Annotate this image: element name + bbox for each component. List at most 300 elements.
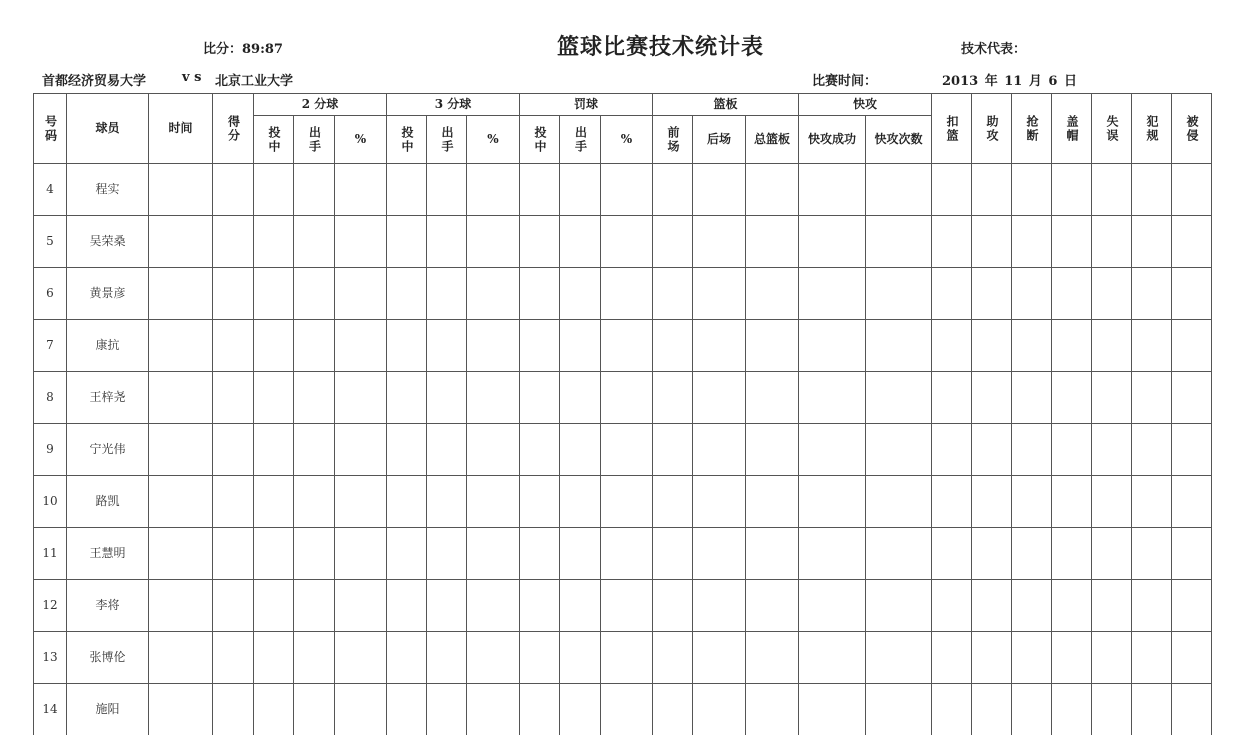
stat-cell: [799, 580, 866, 632]
stat-cell: [254, 372, 294, 424]
stat-cell: [1092, 372, 1132, 424]
stat-cell: [866, 164, 932, 216]
header-score: 得分: [213, 94, 254, 164]
stat-cell: [149, 476, 213, 528]
stat-cell: [1092, 268, 1132, 320]
stat-cell: [467, 164, 520, 216]
stat-cell: [799, 632, 866, 684]
stat-cell: [1052, 684, 1092, 736]
stat-cell: [467, 476, 520, 528]
stat-cell: [866, 424, 932, 476]
stat-cell: [866, 528, 932, 580]
stat-cell: [1132, 528, 1172, 580]
stat-cell: [1052, 476, 1092, 528]
player-number: 12: [34, 580, 67, 632]
stat-cell: [335, 320, 387, 372]
header-player: 球员: [67, 94, 149, 164]
table-row: [34, 372, 1212, 424]
stat-cell: [213, 268, 254, 320]
stat-cell: [1052, 268, 1092, 320]
player-name: 李将: [67, 580, 149, 632]
stat-cell: [972, 476, 1012, 528]
stat-cell: [149, 268, 213, 320]
stat-cell: [1172, 528, 1212, 580]
stat-cell: [932, 320, 972, 372]
stat-cell: [149, 528, 213, 580]
stat-cell: [693, 268, 746, 320]
stat-cell: [427, 476, 467, 528]
table-row: [34, 528, 1212, 580]
stat-cell: [799, 424, 866, 476]
player-name: 宁光伟: [67, 424, 149, 476]
page-title: 篮球比赛技术统计表: [557, 34, 765, 60]
score-label: 比分：89:87: [203, 42, 283, 57]
stat-cell: [1092, 320, 1132, 372]
stat-cell: [1172, 684, 1212, 736]
stat-cell: [1172, 164, 1212, 216]
stat-cell: [693, 164, 746, 216]
stat-cell: [387, 476, 427, 528]
stat-cell: [866, 372, 932, 424]
header-time: 时间: [149, 94, 213, 164]
stat-cell: [601, 216, 653, 268]
player-name: 黄景彦: [67, 268, 149, 320]
stat-cell: [335, 164, 387, 216]
stat-cell: [467, 580, 520, 632]
stat-cell: [149, 320, 213, 372]
stat-cell: [335, 216, 387, 268]
stat-cell: [799, 164, 866, 216]
stat-cell: [693, 580, 746, 632]
stat-cell: [972, 424, 1012, 476]
stat-cell: [693, 320, 746, 372]
stat-cell: [746, 476, 799, 528]
stat-cell: [746, 632, 799, 684]
stat-cell: [1172, 476, 1212, 528]
header-reb-front: 前场: [653, 116, 693, 164]
stat-cell: [387, 216, 427, 268]
stat-cell: [653, 164, 693, 216]
stat-cell: [866, 320, 932, 372]
stat-cell: [693, 424, 746, 476]
stat-cell: [294, 476, 335, 528]
stat-cell: [601, 164, 653, 216]
stat-cell: [693, 476, 746, 528]
stat-cell: [1132, 164, 1172, 216]
stat-cell: [520, 372, 560, 424]
table-row: [34, 632, 1212, 684]
header-block: 盖帽: [1052, 94, 1092, 164]
stat-cell: [387, 164, 427, 216]
stat-cell: [427, 580, 467, 632]
stat-cell: [560, 164, 601, 216]
stat-cell: [467, 632, 520, 684]
header-fb-success: 快攻成功: [799, 116, 866, 164]
stat-cell: [972, 320, 1012, 372]
header-dunk: 扣篮: [932, 94, 972, 164]
stat-cell: [254, 320, 294, 372]
stat-cell: [1132, 424, 1172, 476]
stat-cell: [866, 632, 932, 684]
player-name: 王梓尧: [67, 372, 149, 424]
stat-cell: [387, 632, 427, 684]
stat-cell: [746, 528, 799, 580]
table-row: [34, 580, 1212, 632]
stat-cell: [1092, 632, 1132, 684]
tech-rep-label: 技术代表：: [961, 42, 1027, 57]
stat-cell: [1132, 372, 1172, 424]
header-fb-count: 快攻次数: [866, 116, 932, 164]
stat-cell: [254, 580, 294, 632]
stat-cell: [866, 268, 932, 320]
stat-cell: [1012, 164, 1052, 216]
stat-cell: [387, 424, 427, 476]
stat-cell: [560, 424, 601, 476]
stat-cell: [601, 684, 653, 736]
stat-cell: [799, 684, 866, 736]
stat-cell: [693, 632, 746, 684]
stat-cell: [294, 580, 335, 632]
stat-cell: [601, 476, 653, 528]
stat-cell: [427, 372, 467, 424]
stat-cell: [1172, 424, 1212, 476]
header-group-2pt: 2 分球: [254, 94, 387, 116]
player-number: 9: [34, 424, 67, 476]
header-reb-back: 后场: [693, 116, 746, 164]
stat-cell: [693, 528, 746, 580]
stat-cell: [520, 164, 560, 216]
stat-cell: [467, 684, 520, 736]
stat-cell: [1132, 320, 1172, 372]
stat-cell: [1012, 268, 1052, 320]
stat-cell: [294, 528, 335, 580]
stat-cell: [213, 476, 254, 528]
player-name: 吴荣桑: [67, 216, 149, 268]
stat-cell: [746, 268, 799, 320]
stat-cell: [932, 684, 972, 736]
header-2pt-made: 投中: [254, 116, 294, 164]
stat-cell: [932, 164, 972, 216]
stat-cell: [1092, 164, 1132, 216]
vs-label: v s: [182, 70, 202, 85]
player-number: 6: [34, 268, 67, 320]
stat-cell: [149, 684, 213, 736]
stat-cell: [254, 528, 294, 580]
stat-cell: [1172, 632, 1212, 684]
stat-cell: [1092, 476, 1132, 528]
stat-cell: [932, 632, 972, 684]
stat-cell: [1132, 476, 1172, 528]
stat-cell: [294, 216, 335, 268]
stat-cell: [294, 684, 335, 736]
stat-cell: [149, 632, 213, 684]
stat-cell: [932, 424, 972, 476]
table-row: [34, 320, 1212, 372]
stat-cell: [1052, 320, 1092, 372]
stat-cell: [601, 320, 653, 372]
header-group-rebound: 篮板: [653, 94, 799, 116]
stat-cell: [693, 372, 746, 424]
stat-cell: [149, 424, 213, 476]
table-row: [34, 216, 1212, 268]
stat-cell: [560, 684, 601, 736]
stats-table: [33, 93, 1212, 735]
stat-cell: [1012, 684, 1052, 736]
stat-cell: [560, 632, 601, 684]
stat-cell: [427, 216, 467, 268]
stat-cell: [149, 216, 213, 268]
stat-cell: [294, 164, 335, 216]
stat-cell: [560, 476, 601, 528]
stat-cell: [799, 528, 866, 580]
stat-cell: [560, 580, 601, 632]
match-date: 2013 年 11 月 6 日: [942, 74, 1077, 89]
header-3pt-made: 投中: [387, 116, 427, 164]
player-name: 路凯: [67, 476, 149, 528]
stat-cell: [1052, 372, 1092, 424]
header-3pt-pct: %: [467, 116, 520, 164]
stat-cell: [387, 268, 427, 320]
stat-cell: [653, 632, 693, 684]
stat-cell: [213, 580, 254, 632]
stat-cell: [294, 424, 335, 476]
player-number: 4: [34, 164, 67, 216]
stat-cell: [866, 476, 932, 528]
stat-cell: [213, 424, 254, 476]
stat-cell: [335, 580, 387, 632]
header-steal: 抢断: [1012, 94, 1052, 164]
stat-cell: [601, 632, 653, 684]
stat-cell: [1012, 528, 1052, 580]
stat-cell: [972, 216, 1012, 268]
stat-cell: [1172, 320, 1212, 372]
stat-cell: [746, 424, 799, 476]
stat-cell: [427, 164, 467, 216]
player-number: 14: [34, 684, 67, 736]
stat-cell: [294, 372, 335, 424]
stat-cell: [799, 320, 866, 372]
stat-cell: [653, 684, 693, 736]
header-group-fastbreak: 快攻: [799, 94, 932, 116]
stat-cell: [746, 320, 799, 372]
stat-cell: [427, 632, 467, 684]
stat-cell: [746, 164, 799, 216]
header-2pt-att: 出手: [294, 116, 335, 164]
stat-cell: [254, 476, 294, 528]
stat-cell: [254, 164, 294, 216]
stat-cell: [653, 216, 693, 268]
stat-cell: [520, 528, 560, 580]
stat-cell: [972, 684, 1012, 736]
stat-cell: [601, 528, 653, 580]
stat-cell: [520, 424, 560, 476]
stat-cell: [1092, 424, 1132, 476]
stat-cell: [520, 476, 560, 528]
stat-cell: [866, 216, 932, 268]
stat-cell: [1052, 424, 1092, 476]
stat-cell: [972, 632, 1012, 684]
stat-cell: [427, 684, 467, 736]
stat-cell: [520, 216, 560, 268]
stat-cell: [335, 528, 387, 580]
header-group-3pt: 3 分球: [387, 94, 520, 116]
stat-cell: [427, 424, 467, 476]
stat-cell: [746, 216, 799, 268]
team-b-name: 北京工业大学: [215, 74, 294, 89]
stat-cell: [653, 268, 693, 320]
player-name: 程实: [67, 164, 149, 216]
header-number: 号码: [34, 94, 67, 164]
stat-cell: [335, 476, 387, 528]
player-name: 康抗: [67, 320, 149, 372]
stat-cell: [972, 268, 1012, 320]
stat-cell: [467, 216, 520, 268]
stat-cell: [1012, 476, 1052, 528]
player-number: 11: [34, 528, 67, 580]
stat-cell: [653, 528, 693, 580]
stat-cell: [520, 268, 560, 320]
stat-cell: [799, 268, 866, 320]
stat-cell: [294, 320, 335, 372]
stat-cell: [387, 320, 427, 372]
stat-cell: [653, 580, 693, 632]
stat-cell: [1132, 632, 1172, 684]
stat-cell: [1052, 580, 1092, 632]
stat-cell: [746, 684, 799, 736]
stat-cell: [932, 216, 972, 268]
stat-cell: [1172, 216, 1212, 268]
stat-cell: [560, 320, 601, 372]
stat-cell: [1012, 216, 1052, 268]
stat-cell: [932, 268, 972, 320]
team-a-name: 首都经济贸易大学: [42, 74, 147, 89]
stat-cell: [866, 684, 932, 736]
stat-cell: [1132, 580, 1172, 632]
stat-cell: [799, 216, 866, 268]
stat-cell: [1052, 164, 1092, 216]
stat-cell: [560, 528, 601, 580]
stat-cell: [972, 372, 1012, 424]
stat-cell: [1012, 424, 1052, 476]
stat-cell: [213, 216, 254, 268]
stat-cell: [866, 580, 932, 632]
table-row: [34, 476, 1212, 528]
player-number: 5: [34, 216, 67, 268]
stat-cell: [1012, 580, 1052, 632]
stat-cell: [1052, 528, 1092, 580]
header-2pt-pct: %: [335, 116, 387, 164]
table-row: [34, 424, 1212, 476]
stat-cell: [427, 268, 467, 320]
stat-cell: [213, 528, 254, 580]
stat-cell: [560, 372, 601, 424]
stat-cell: [1132, 216, 1172, 268]
stat-cell: [335, 268, 387, 320]
player-name: 王慧明: [67, 528, 149, 580]
stat-cell: [1172, 268, 1212, 320]
stat-cell: [972, 164, 1012, 216]
stat-cell: [213, 632, 254, 684]
stat-cell: [254, 268, 294, 320]
player-number: 10: [34, 476, 67, 528]
stat-cell: [1052, 632, 1092, 684]
player-number: 13: [34, 632, 67, 684]
stat-cell: [387, 528, 427, 580]
stat-cell: [213, 164, 254, 216]
stat-cell: [467, 268, 520, 320]
stat-cell: [932, 372, 972, 424]
stat-cell: [1092, 216, 1132, 268]
stat-cell: [1092, 528, 1132, 580]
player-number: 8: [34, 372, 67, 424]
stat-cell: [335, 424, 387, 476]
stat-cell: [1092, 580, 1132, 632]
stat-cell: [149, 164, 213, 216]
stat-cell: [1172, 580, 1212, 632]
stat-cell: [467, 372, 520, 424]
header-group-ft: 罚球: [520, 94, 653, 116]
stat-cell: [213, 320, 254, 372]
table-row: [34, 684, 1212, 736]
header-ft-att: 出手: [560, 116, 601, 164]
stat-cell: [254, 216, 294, 268]
stat-cell: [560, 268, 601, 320]
stat-cell: [799, 476, 866, 528]
stat-cell: [1012, 632, 1052, 684]
match-time-label: 比赛时间：: [812, 74, 878, 89]
stat-cell: [387, 684, 427, 736]
player-name: 张博伦: [67, 632, 149, 684]
stat-cell: [467, 320, 520, 372]
header-turnover: 失误: [1092, 94, 1132, 164]
header-fouled: 被侵: [1172, 94, 1212, 164]
stat-cell: [254, 684, 294, 736]
stat-cell: [149, 580, 213, 632]
stat-cell: [1052, 216, 1092, 268]
stat-cell: [972, 528, 1012, 580]
stat-cell: [746, 580, 799, 632]
stat-cell: [653, 476, 693, 528]
player-number: 7: [34, 320, 67, 372]
stat-cell: [601, 372, 653, 424]
stat-cell: [1012, 372, 1052, 424]
stat-cell: [1132, 268, 1172, 320]
table-row: [34, 164, 1212, 216]
stat-cell: [520, 580, 560, 632]
stat-cell: [560, 216, 601, 268]
stat-cell: [520, 632, 560, 684]
header-ft-made: 投中: [520, 116, 560, 164]
stat-cell: [601, 268, 653, 320]
stat-cell: [294, 268, 335, 320]
stat-cell: [149, 372, 213, 424]
header-ft-pct: %: [601, 116, 653, 164]
stat-cell: [653, 320, 693, 372]
header-reb-total: 总篮板: [746, 116, 799, 164]
stat-cell: [335, 632, 387, 684]
stat-cell: [520, 684, 560, 736]
stat-cell: [387, 372, 427, 424]
stat-cell: [932, 580, 972, 632]
stat-cell: [254, 632, 294, 684]
stat-cell: [387, 580, 427, 632]
stat-cell: [213, 372, 254, 424]
stat-cell: [693, 216, 746, 268]
header-foul: 犯规: [1132, 94, 1172, 164]
stat-cell: [467, 424, 520, 476]
stat-cell: [972, 580, 1012, 632]
stat-cell: [601, 580, 653, 632]
